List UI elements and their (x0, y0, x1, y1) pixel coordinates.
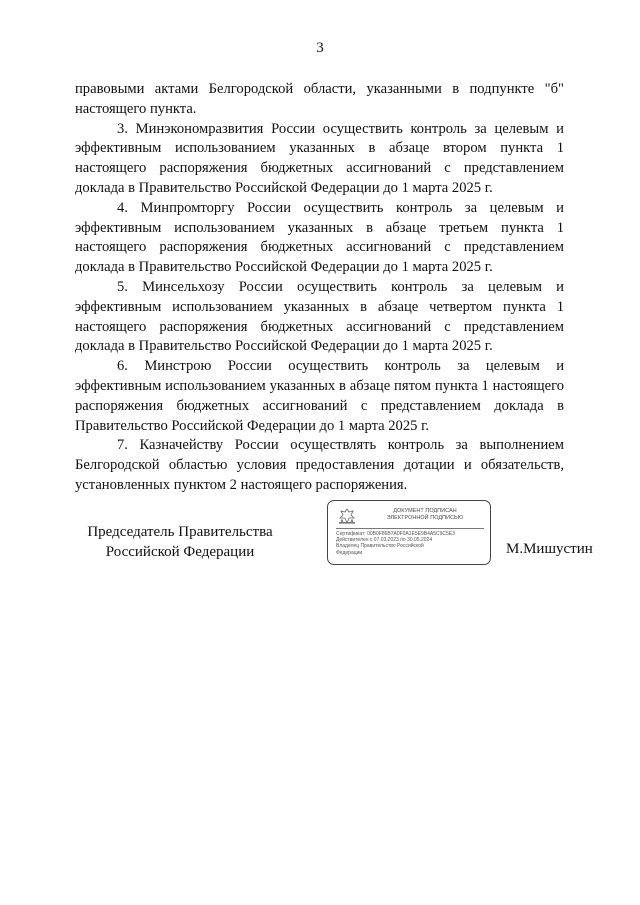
signatory-title-line2: Российской Федерации (105, 544, 255, 560)
stamp-header-line1: ДОКУМЕНТ ПОДПИСАН (393, 508, 457, 514)
stamp-header (366, 508, 484, 522)
paragraph-item-3: 3. Минэкономразвития России осуществить контроль за целевым и эффективным использованием указанных в абзаце втором пункта 1 настоящего распоряжения бюджетных ассигнований с представлением доклада в Правительство Российской Федерации до 1 марта 2025 г. (75, 120, 564, 196)
stamp-divider (336, 528, 484, 529)
paragraph-item-7: 7. Казначейству России осуществлять контроль за выполнением Белгородской областью условия предоставления дотации и обязательств, установленных пунктом 2 настоящего распоряжения. (75, 437, 564, 493)
stamp-header-line2: ЭЛЕКТРОННОЙ ПОДПИСЬЮ (386, 515, 464, 521)
signatory-name: М.Мишустин (506, 541, 593, 557)
stamp-details (336, 531, 486, 556)
electronic-signature-stamp (327, 500, 491, 565)
stamp-certificate: Сертификат: 00B0F86B7A0F0A1E5E9B4A5C9C5E3 (336, 531, 455, 537)
signatory-title (78, 522, 282, 562)
stamp-owner-line2: Федерации (336, 549, 363, 556)
stamp-validity: Действителен с 07.03.2023 по 30.05.2024 (336, 537, 433, 544)
coat-of-arms-icon (336, 507, 358, 525)
signatory-title-line1: Председатель Правительства (87, 524, 273, 540)
paragraph-item-4: 4. Минпромторгу России осуществить контроль за целевым и эффективным использованием указанных в абзаце третьем пункта 1 настоящего распоряжения бюджетных ассигнований с представлением доклада в Правительство Российской Федерации до 1 марта 2025 г. (75, 199, 564, 276)
paragraph-item-6: 6. Минстрою России осуществить контроль за целевым и эффективным использованием указанных в абзаце пятом пункта 1 настоящего распоряжения бюджетных ассигнований с представлением доклада в Правительство Российской Федерации до 1 марта 2025 г. (75, 358, 564, 434)
paragraph-item-5: 5. Минсельхозу России осуществить контроль за целевым и эффективным использованием указанных в абзаце четвертом пункта 1 настоящего распоряжения бюджетных ассигнований с представлением доклада в Правительство Российской Федерации до 1 марта 2025 г. (75, 278, 564, 355)
paragraph-continuation: правовыми актами Белгородской области, указанными в подпункте "б" настоящего пункта. (75, 81, 564, 117)
document-body (75, 80, 564, 496)
stamp-owner-line1: Владелец Правительство Российской (336, 543, 424, 550)
page-number: 3 (316, 40, 324, 56)
